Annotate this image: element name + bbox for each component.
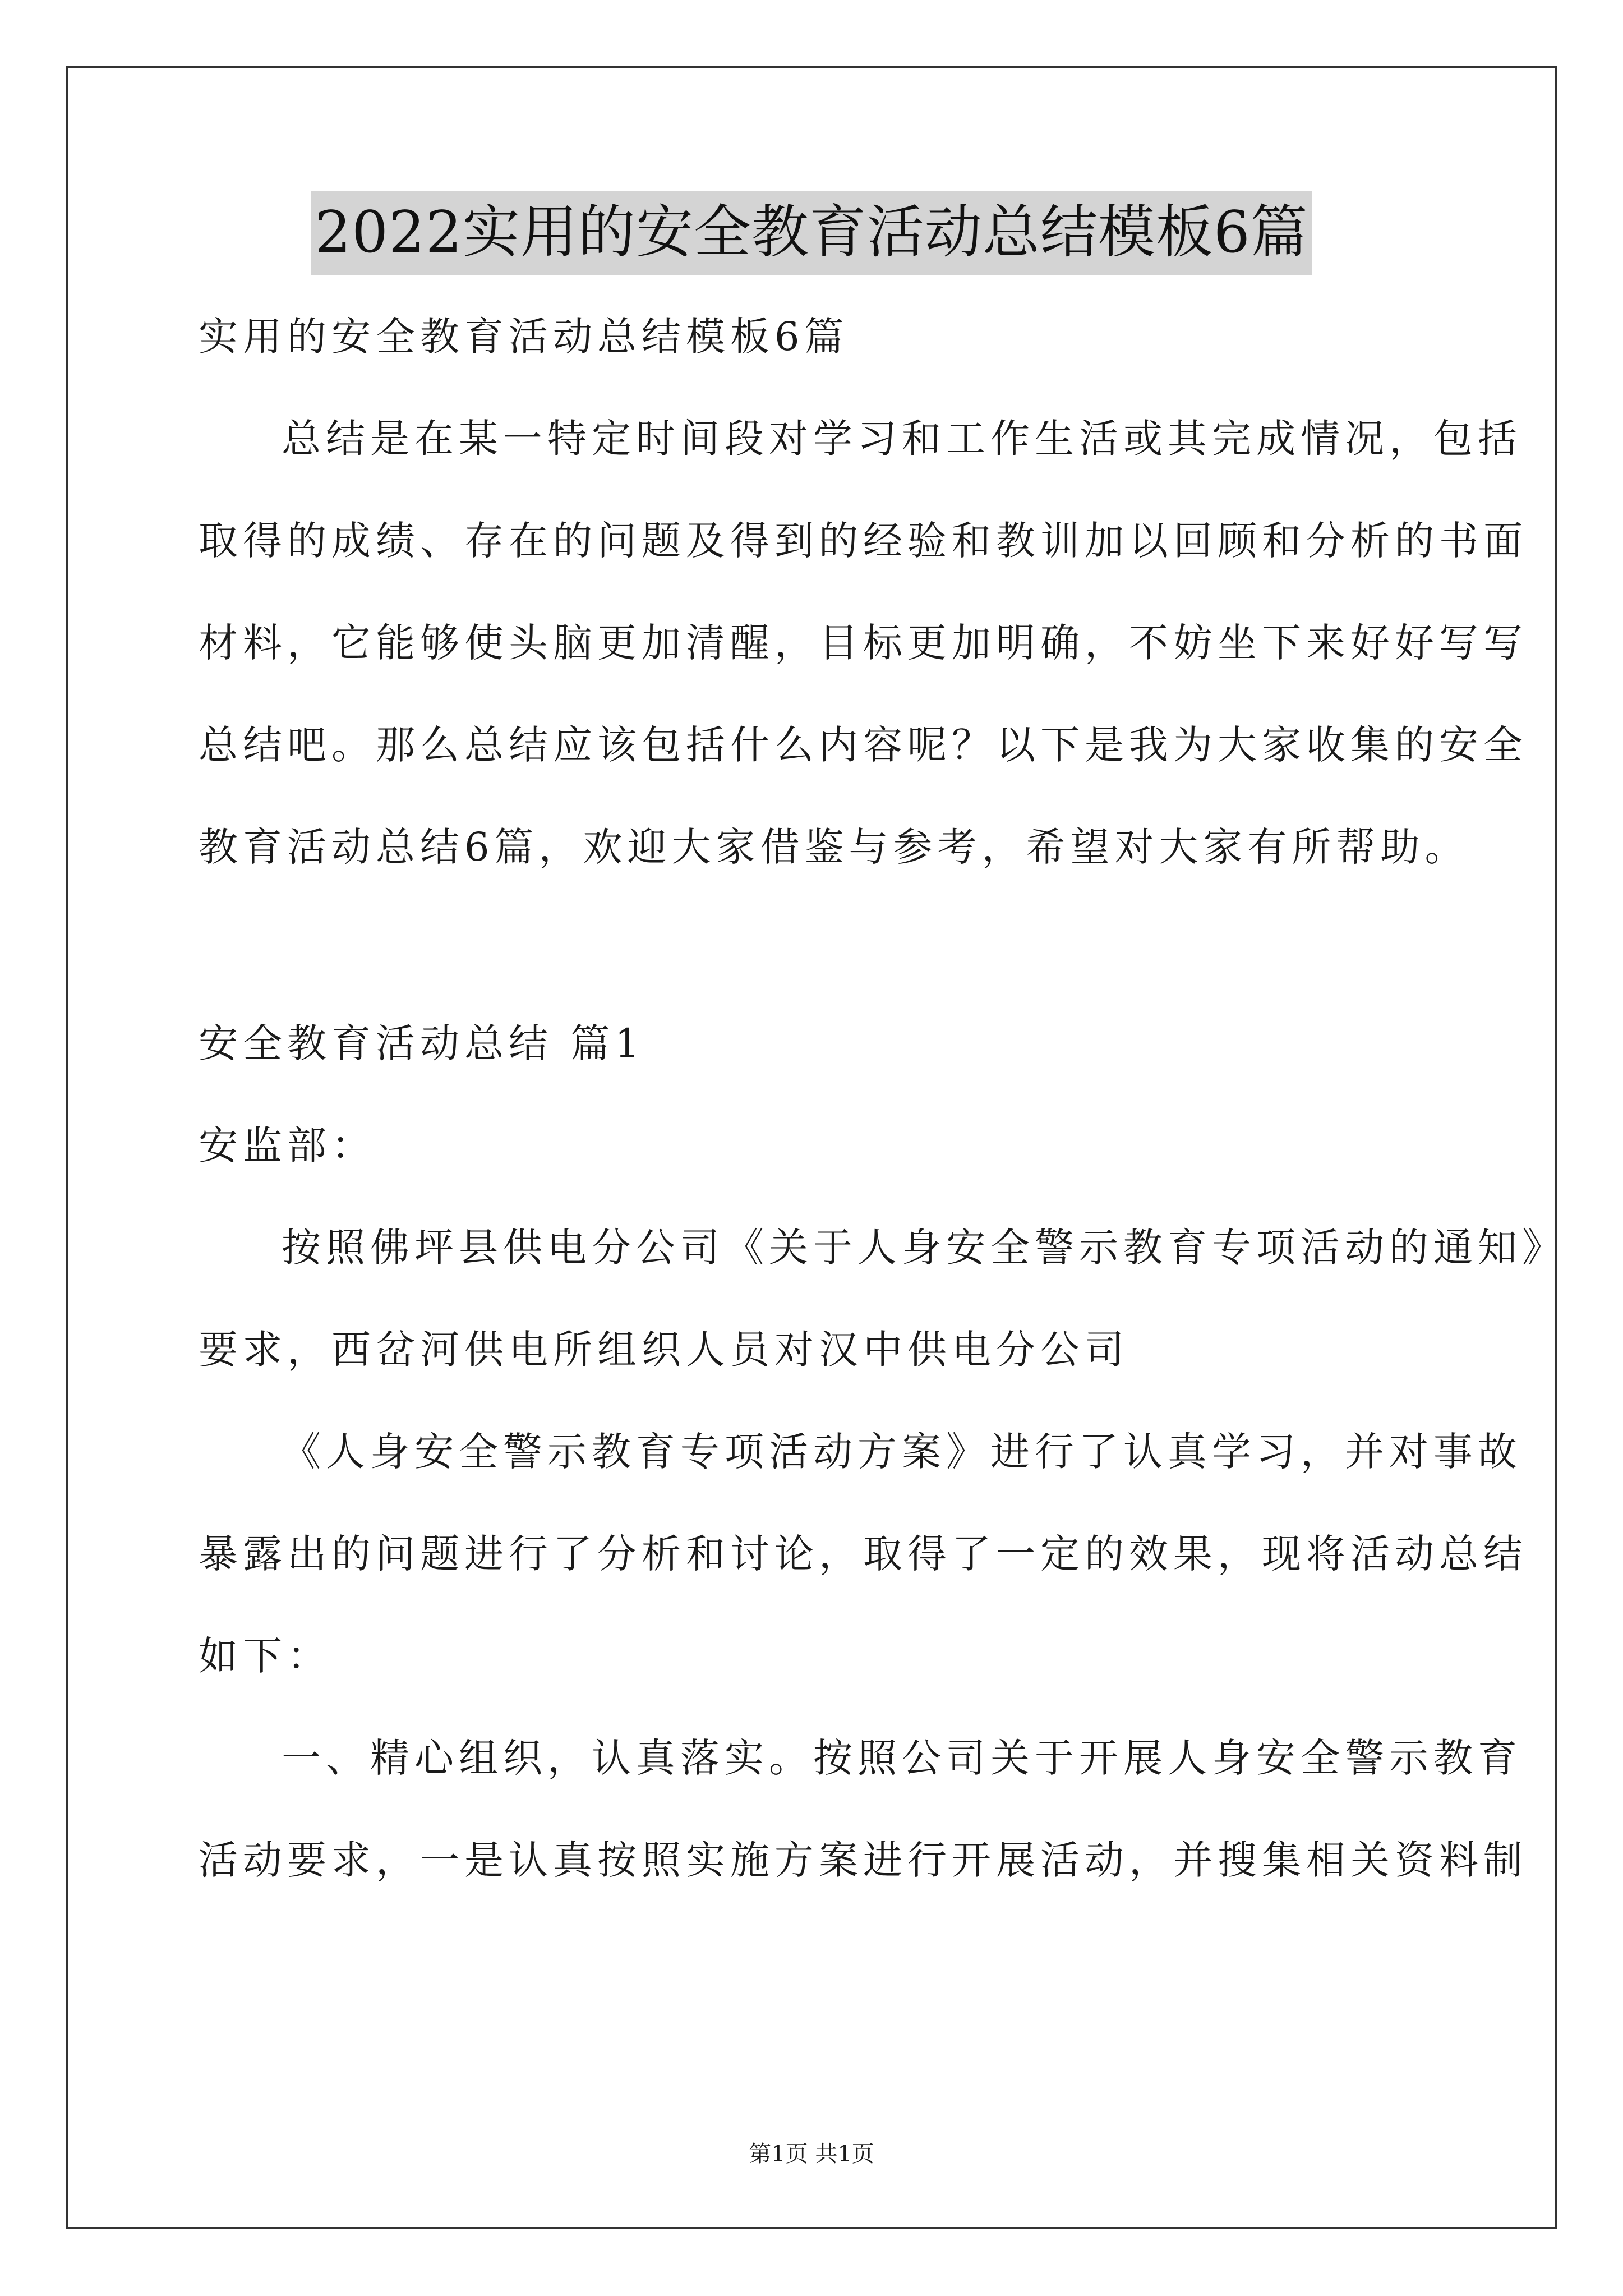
intro-line-1: 总结是在某一特定时间段对学习和工作生活或其完成情况，包括: [282, 416, 1522, 462]
body-line-5: 如下：: [199, 1633, 331, 1679]
body-line-6: 一、精心组织，认真落实。按照公司关于开展人身安全警示教育: [282, 1735, 1522, 1781]
body-line-4: 暴露出的问题进行了分析和讨论，取得了一定的效果，现将活动总结: [199, 1531, 1528, 1577]
intro-line-2: 取得的成绩、存在的问题及得到的经验和教训加以回顾和分析的书面: [199, 518, 1528, 564]
title-container: [0, 191, 1623, 275]
section-heading: 安全教育活动总结 篇1: [199, 1020, 645, 1066]
intro-line-4: 总结吧。那么总结应该包括什么内容呢？以下是我为大家收集的安全: [199, 722, 1528, 768]
intro-line-5: 教育活动总结6篇，欢迎大家借鉴与参考，希望对大家有所帮助。: [199, 824, 1469, 870]
document-title: 2022实用的安全教育活动总结模板6篇: [311, 191, 1311, 275]
document-subtitle: 实用的安全教育活动总结模板6篇: [199, 314, 849, 360]
body-line-1: 按照佛坪县供电分公司《关于人身安全警示教育专项活动的通知》: [282, 1225, 1566, 1271]
intro-line-3: 材料，它能够使头脑更加清醒，目标更加明确，不妨坐下来好好写写: [199, 620, 1528, 666]
salutation: 安监部：: [199, 1122, 376, 1168]
body-line-3: 《人身安全警示教育专项活动方案》进行了认真学习，并对事故: [282, 1429, 1522, 1475]
page-footer: 第1页 共1页: [749, 2141, 874, 2167]
body-line-7: 活动要求，一是认真按照实施方案进行开展活动，并搜集相关资料制: [199, 1837, 1528, 1883]
body-line-2: 要求，西岔河供电所组织人员对汉中供电分公司: [199, 1327, 1129, 1373]
